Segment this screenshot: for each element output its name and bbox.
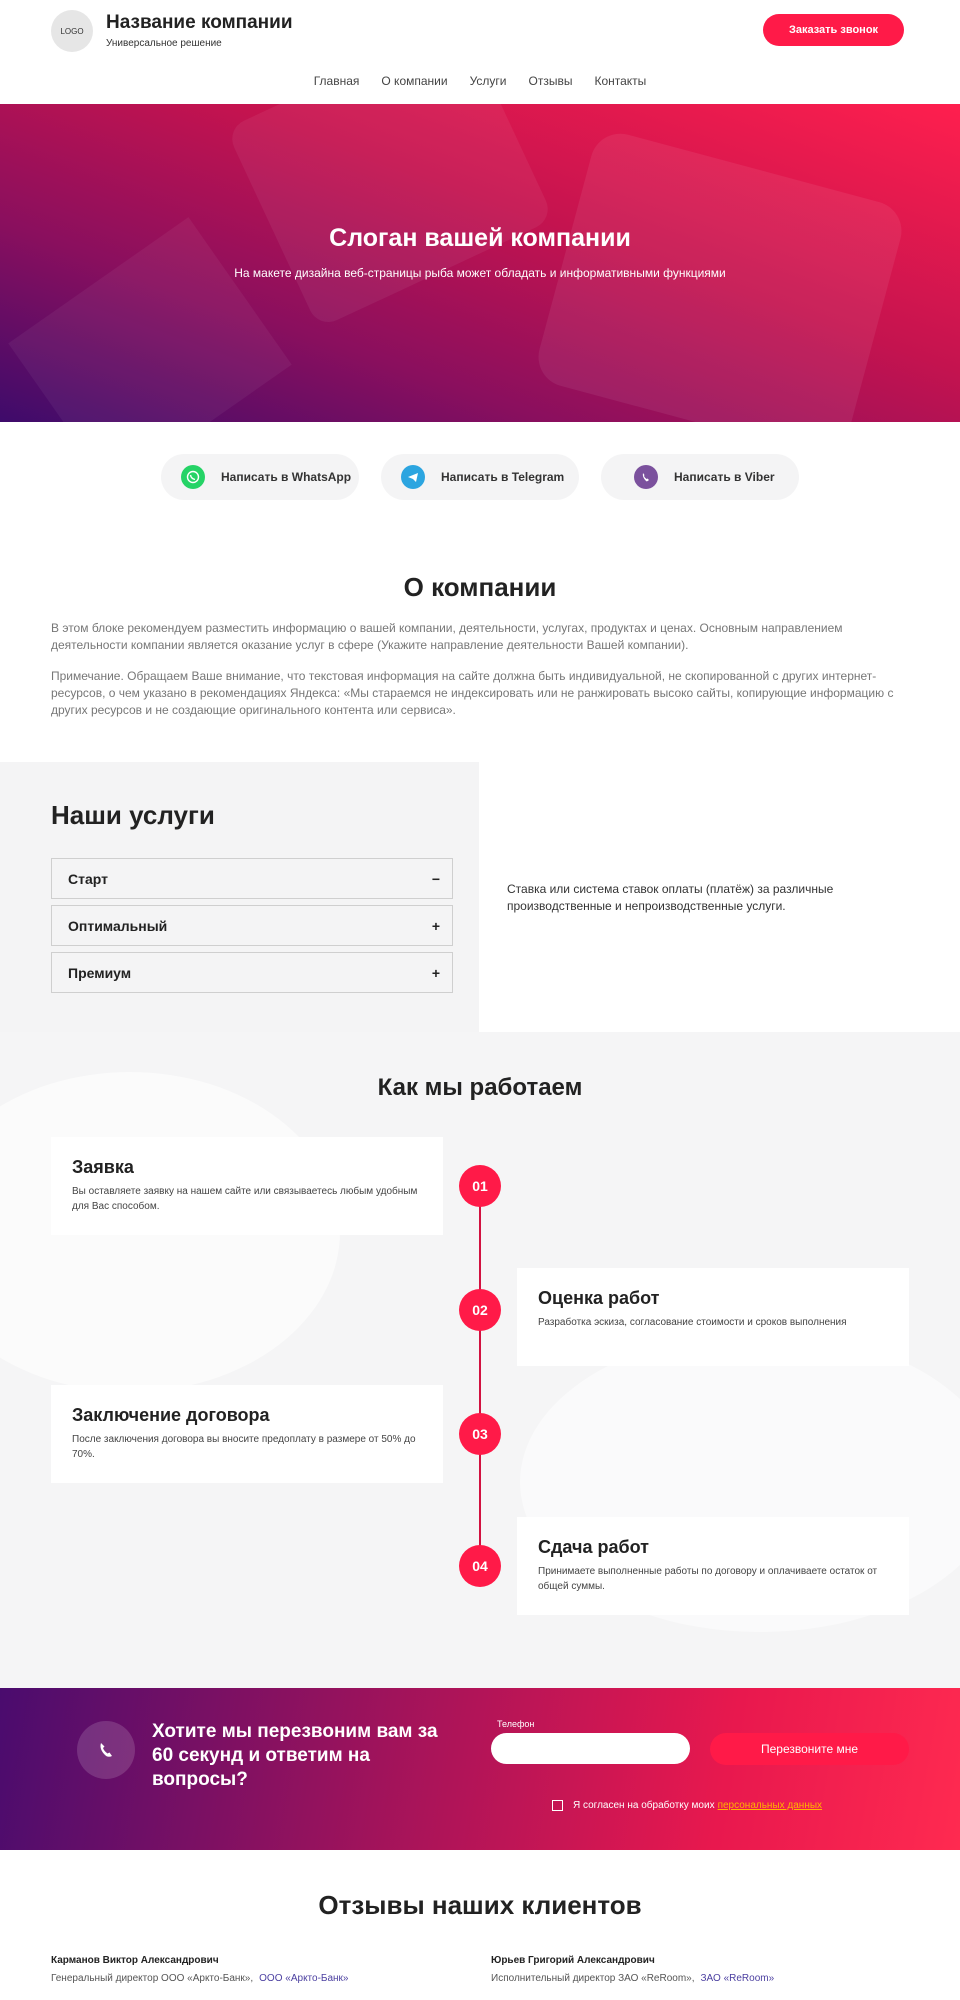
plus-icon: + bbox=[431, 917, 440, 934]
nav-item-home[interactable]: Главная bbox=[313, 74, 360, 88]
accordion-label: Премиум bbox=[68, 964, 132, 981]
step-number: 01 bbox=[459, 1165, 501, 1207]
review-company-link[interactable]: ООО «Аркто-Банк» bbox=[259, 1973, 349, 1984]
order-call-button[interactable]: Заказать звонок bbox=[763, 14, 904, 46]
review-author: Юрьев Григорий Александрович bbox=[491, 1955, 655, 1966]
services-description: Ставка или система ставок оплаты (платёж) за различные производственные и непроизводственные услуги. bbox=[507, 882, 834, 913]
accordion-item-start[interactable] bbox=[51, 858, 453, 899]
step-title: Заявка bbox=[72, 1157, 134, 1177]
accordion-label: Оптимальный bbox=[68, 917, 168, 934]
whatsapp-button[interactable] bbox=[161, 454, 359, 500]
timeline-line bbox=[479, 1184, 481, 1564]
accordion-item-premium[interactable] bbox=[51, 952, 453, 993]
step-card bbox=[51, 1385, 443, 1483]
plus-icon: + bbox=[431, 964, 440, 981]
step-number: 02 bbox=[459, 1289, 501, 1331]
minus-icon: − bbox=[431, 870, 440, 887]
accordion-item-optimal[interactable] bbox=[51, 905, 453, 946]
hero-decor bbox=[226, 104, 555, 329]
callback-section bbox=[0, 1688, 960, 1850]
step-number: 03 bbox=[459, 1413, 501, 1455]
step-number: 04 bbox=[459, 1545, 501, 1587]
callback-text: Хотите мы перезвоним вам за 60 секунд и ответим на вопросы? bbox=[152, 1721, 438, 1790]
step-card bbox=[51, 1137, 443, 1235]
call-me-button[interactable]: Перезвоните мне bbox=[710, 1733, 909, 1765]
privacy-link[interactable]: персональных данных bbox=[717, 1800, 823, 1811]
company-name: Название компании bbox=[106, 12, 293, 33]
work-title: Как мы работаем bbox=[377, 1074, 583, 1101]
whatsapp-icon bbox=[181, 465, 205, 489]
hero-subtitle: На макете дизайна веб-страницы рыба может обладать и информативными функциями bbox=[234, 266, 726, 280]
hero-banner bbox=[0, 104, 960, 422]
step-text: Принимаете выполненные работы по договору и оплачиваете остаток от общей суммы. bbox=[538, 1566, 878, 1592]
viber-button[interactable] bbox=[601, 454, 799, 500]
review-company-link[interactable]: ЗАО «ReRoom» bbox=[700, 1973, 775, 1984]
company-subtitle: Универсальное решение bbox=[106, 38, 222, 49]
review-position-text: Исполнительный директор ЗАО «ReRoom», bbox=[491, 1973, 695, 1984]
viber-icon bbox=[634, 465, 658, 489]
step-title: Заключение договора bbox=[72, 1405, 270, 1425]
step-text: После заключения договора вы вносите предоплату в размере от 50% до 70%. bbox=[72, 1434, 416, 1460]
telegram-icon bbox=[401, 465, 425, 489]
accordion-label: Старт bbox=[68, 870, 108, 887]
review-author: Карманов Виктор Александрович bbox=[51, 1955, 219, 1966]
review-position bbox=[51, 1973, 349, 1984]
whatsapp-label: Написать в WhatsApp bbox=[221, 470, 352, 484]
consent-text: Я согласен на обработку моих bbox=[573, 1800, 715, 1811]
nav-item-reviews[interactable]: Отзывы bbox=[528, 74, 573, 88]
consent-row bbox=[552, 1800, 822, 1811]
step-title: Оценка работ bbox=[538, 1288, 660, 1308]
about-title: О компании bbox=[403, 572, 557, 602]
review-position bbox=[491, 1973, 774, 1984]
nav-item-contacts[interactable]: Контакты bbox=[594, 74, 647, 88]
step-card bbox=[517, 1517, 909, 1615]
step-title: Сдача работ bbox=[538, 1537, 649, 1557]
phone-label: Телефон bbox=[497, 1719, 535, 1729]
review-position-text: Генеральный директор ООО «Аркто-Банк», bbox=[51, 1973, 254, 1984]
step-text: Разработка эскиза, согласование стоимости и сроков выполнения bbox=[538, 1317, 847, 1328]
viber-label: Написать в Viber bbox=[674, 470, 775, 484]
telegram-button[interactable] bbox=[381, 454, 579, 500]
reviews-title: Отзывы наших клиентов bbox=[318, 1890, 642, 1920]
about-paragraph: В этом блоке рекомендуем разместить информацию о вашей компании, деятельности, услугах, продуктах и ценах. Основным направлением деятельности компании является оказание услуг в сфере (Укажите направление деятельности Вашей компании). bbox=[51, 621, 843, 652]
about-note: Примечание. Обращаем Ваше внимание, что текстовая информация на сайте должна быть индивидуальной, не скопированной с других интернет-ресурсов, о чем указано в рекомендациях Яндекса: «Мы стараемся не индексировать или не ранжировать высоко сайты, копирующие информацию с других ресурсов и не создающие оригинального контента или сервиса». bbox=[51, 669, 894, 717]
telegram-label: Написать в Telegram bbox=[441, 470, 565, 484]
nav-item-services[interactable]: Услуги bbox=[469, 74, 507, 88]
hero-title: Слоган вашей компании bbox=[329, 224, 631, 252]
services-title: Наши услуги bbox=[51, 800, 215, 830]
main-nav bbox=[0, 74, 960, 88]
consent-checkbox[interactable] bbox=[552, 1800, 563, 1811]
nav-item-about[interactable]: О компании bbox=[381, 74, 448, 88]
step-text: Вы оставляете заявку на нашем сайте или связываетесь любым удобным для Вас способом. bbox=[72, 1186, 418, 1212]
step-card bbox=[517, 1268, 909, 1366]
company-logo[interactable]: LOGO bbox=[51, 10, 93, 52]
phone-icon bbox=[77, 1721, 135, 1779]
phone-input[interactable] bbox=[491, 1733, 690, 1764]
site-header bbox=[0, 0, 960, 104]
